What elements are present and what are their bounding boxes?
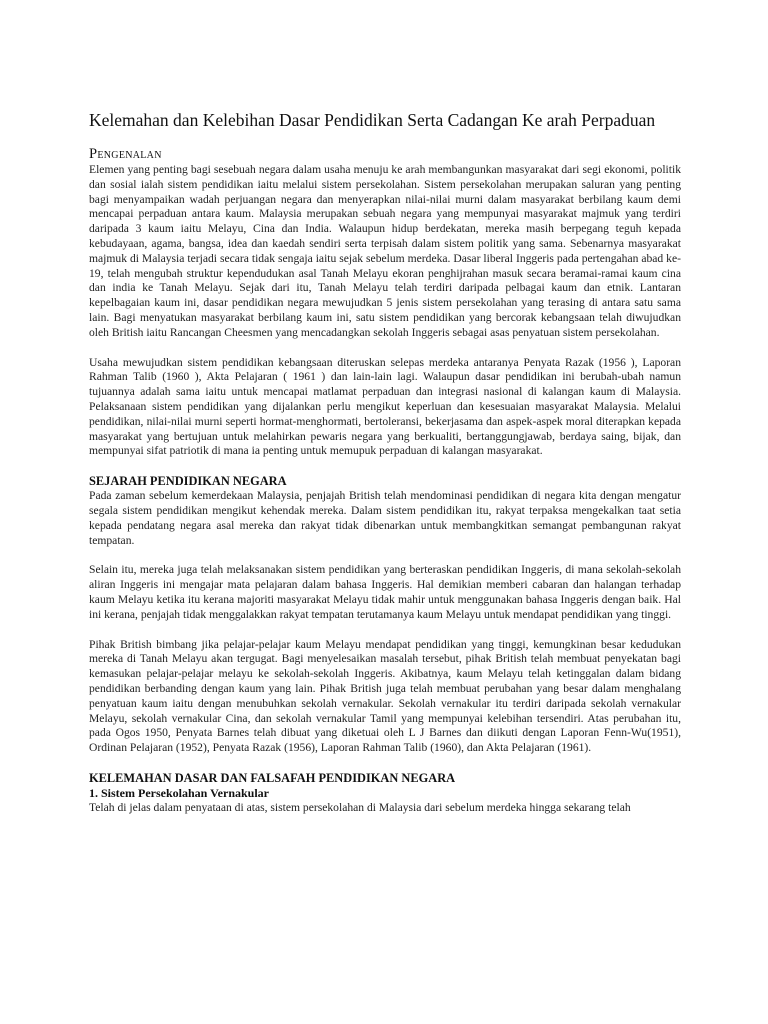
document-body xyxy=(89,110,681,816)
weakness-heading: KELEMAHAN DASAR DAN FALSAFAH PENDIDIKAN NEGARA xyxy=(89,770,456,785)
weakness-subheading: 1. Sistem Persekolahan Vernakular xyxy=(89,785,270,800)
intro-paragraph-2: Usaha mewujudkan sistem pendidikan kebangsaan diteruskan selepas merdeka antaranya Penyata Razak (1956 ), Laporan Rahman Talib (1960 ), Akta Pelajaran ( 1961 ) dan lain-lain lagi. Walaupun dasar pendidikan ini berubah-ubah namun tujuannya adalah sama iaitu untuk mencapai matlamat perpaduan dan integrasi nasional di kalangan kaum di Malaysia. Pelaksanaan sistem pendidikan yang dijalankan perlu mengikut keperluan dan kesesuaian masyarakat Malaysia. Melalui pendidikan, nilai-nilai murni seperti hormat-menghormati, bertoleransi, bekerjasama dan aspek-aspek moral diterapkan kepada masyarakat yang bertujuan untuk melahirkan pewaris negara yang berkualiti, bertanggungjawab, berdaya saing, bijak, dan mempunyai sifat patriotik di mana ia penting untuk memupuk perpaduan di kalangan masyarakat. xyxy=(89,355,681,458)
history-paragraph-2: Selain itu, mereka juga telah melaksanakan sistem pendidikan yang berteraskan pendidikan Inggeris, di mana sekolah-sekolah aliran Inggeris ini mengajar mata pelajaran dalam bahasa Inggeris. Hal demikian memberi cabaran dan halangan terhadap kaum Melayu ketika itu kerana majoriti masyarakat Melayu tidak mahir untuk menggunakan bahasa Inggeris dengan baik. Hal ini kerana, penjajah tidak menggalakkan rakyat tempatan terutamanya kaum Melayu untuk mendapat pendidikan yang tinggi. xyxy=(89,563,681,621)
paragraph-spacer xyxy=(89,459,681,474)
intro-heading: Pengenalan xyxy=(89,146,162,162)
history-heading: SEJARAH PENDIDIKAN NEGARA xyxy=(89,474,287,489)
paragraph-spacer xyxy=(89,623,681,638)
document-title: Kelemahan dan Kelebihan Dasar Pendidikan Serta Cadangan Ke arah Perpaduan xyxy=(89,110,656,130)
history-paragraph-1: Pada zaman sebelum kemerdekaan Malaysia, penjajah British telah mendominasi pendidikan di negara kita dengan mengatur segala sistem pendidikan mengikut kehendak mereka. Dalam sistem pendidikan itu, rakyat terpaksa mengekalkan taat setia kepada pendatang negara asal mereka dan rakyat tidak dibenarkan untuk membangkitkan semangat pembangunan rakyat tempatan. xyxy=(89,489,681,547)
paragraph-spacer xyxy=(89,756,681,771)
paragraph-spacer xyxy=(89,341,681,356)
history-paragraph-3: Pihak British bimbang jika pelajar-pelajar kaum Melayu mendapat pendidikan yang tinggi, kemungkinan besar kedudukan mereka di Tanah Melayu akan tergugat. Bagi menyelesaikan masalah tersebut, pihak British telah membuat penyekatan bagi kemasukan pelajar-pelajar melayu ke sekolah-sekolah Inggeris. Akibatnya, kaum Melayu telah ketinggalan dalam bidang pendidikan berbanding dengan kaum yang lain. Pihak British juga telah membuat perubahan yang besar dalam menghalang penyatuan kaum iaitu dengan menubuhkan sekolah vernakular. Sekolah vernakular itu terdiri daripada sekolah vernakular Melayu, sekolah vernakular Cina, dan sekolah vernakular Tamil yang mempunyai kelebihan tersendiri. Atas perubahan itu, pada Ogos 1950, Penyata Barnes telah dibuat yang diketuai oleh L J Barnes dan diikuti dengan Laporan Fenn-Wu(1951), Ordinan Pelajaran (1952), Penyata Razak (1956), Laporan Rahman Talib (1960), dan Akta Pelajaran (1961). xyxy=(89,637,681,755)
weakness-paragraph: Telah di jelas dalam penyataan di atas, sistem persekolahan di Malaysia dari sebelum merdeka hingga sekarang telah xyxy=(89,800,631,814)
intro-paragraph-1: Elemen yang penting bagi sesebuah negara dalam usaha menuju ke arah membangunkan masyarakat dari segi ekonomi, politik dan sosial ialah sistem pendidikan iaitu melalui sistem persekolahan. Sistem persekolahan merupakan saluran yang penting bagi menyampaikan wadah perjuangan negara dan menyerapkan nilai-nilai murni dalam masyarakat berbilang kaum demi mencapai perpaduan antara kaum. Malaysia merupakan sebuah negara yang mempunyai masyarakat majmuk yang terdiri daripada 3 kaum iaitu Melayu, Cina dan India. Walaupun hidup berdekatan, mereka masih berpegang teguh kepada kebudayaan, agama, bangsa, idea dan kaedah sendiri serta terpisah dalam sistem politik yang sama. Sebenarnya masyarakat majmuk di Malaysia terjadi secara tidak sengaja iaitu sejak sebelum merdeka. Dasar liberal Inggeris pada pertengahan abad ke-19, telah mengubah struktur kependudukan asal Tanah Melayu ekoran penghijrahan masuk secara beramai-ramai kaum cina dan india ke Tanah Melayu. Sejak dari itu, Tanah Melayu telah terdiri daripada pelbagai kaum dan etnik. Lantaran kepelbagaian kaum ini, dasar pendidikan negara mewujudkan 5 jenis sistem persekolahan yang terasing di antara satu sama lain. Bagi menyatukan masyarakat berbilang kaum ini, satu sistem pendidikan yang bercorak kebangsaan telah diwujudkan oleh British iaitu Rancangan Cheesmen yang mencadangkan sekolah Inggeris sebagai asas penyatuan sistem persekolahan. xyxy=(89,163,681,339)
paragraph-spacer xyxy=(89,548,681,563)
